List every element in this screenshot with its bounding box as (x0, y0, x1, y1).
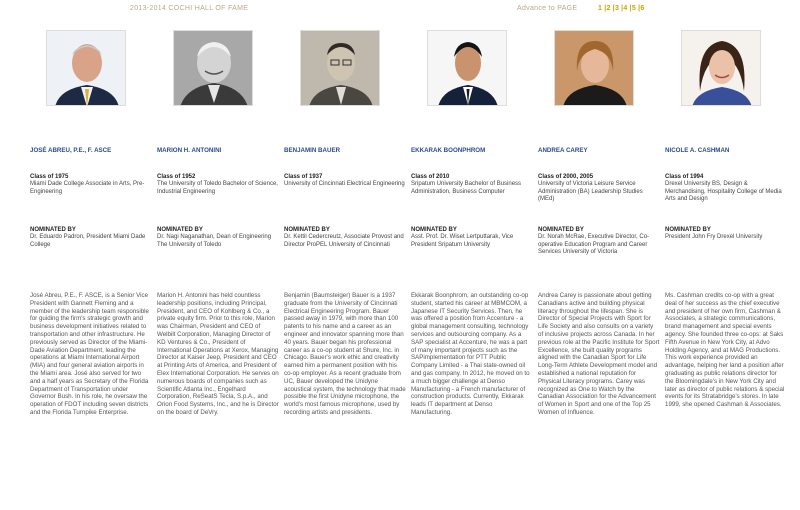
page-link-4[interactable]: 4 (623, 5, 628, 12)
page-link-5[interactable]: 5 (631, 5, 637, 12)
page-links: 1 |2 |3 |4 |5 |6 (598, 5, 645, 12)
page-link-3[interactable]: 3 (614, 5, 620, 12)
nominated-detail: President John Fry Drexel University (665, 234, 763, 241)
class-info (538, 174, 660, 204)
advance-to-page-label: Advance to PAGE (517, 5, 578, 12)
nominated-label: NOMINATED BY (30, 227, 76, 233)
inductee-photo (46, 30, 126, 106)
nominated-detail: Dr. Nagi Naganathan, Dean of Engineering The University of Toledo (157, 234, 272, 248)
inductee-name: JOSÉ ABREU, P.E., F. ASCE (30, 147, 112, 154)
class-info (157, 174, 279, 196)
nominated-label: NOMINATED BY (411, 227, 457, 233)
class-detail: Drexel University BS, Design & Merchandising, Hospitality College of Media Arts and Design (665, 181, 782, 203)
inductee-columns (0, 30, 800, 510)
inductee-column (157, 30, 279, 510)
class-detail: University of Cincinnati Electrical Engineering (284, 181, 405, 188)
top-navigation-bar (0, 5, 800, 19)
class-label: Class of 1937 (284, 174, 323, 180)
class-detail: The University of Toledo Bachelor of Science, Industrial Engineering (157, 181, 278, 195)
nominated-info (665, 227, 787, 242)
inductee-photo (554, 30, 634, 106)
nominated-info (157, 227, 279, 249)
inductee-bio: Ms. Cashman credits co-op with a great deal of her success as the chief executive and president of her own firm, Cashman & Associates, a strategic communications, brand management and special events agency. She founded three co-ops: at Saks Fifth Avenue in New York City, at Advo Holding Agency, and at MAG Productions. This work experience provided an advantage, helping her land a position after graduating as public relations director for the Bloomingdale's in New York City and later as director of public relations & special events for its Stratabridge's stores. In late 1999, she opened Cashman & Associates. (665, 292, 785, 409)
class-info (411, 174, 533, 196)
nominated-label: NOMINATED BY (665, 227, 711, 233)
nominated-label: NOMINATED BY (284, 227, 330, 233)
inductee-photo (173, 30, 253, 106)
portrait-image (174, 31, 253, 106)
inductee-name: ANDREA CAREY (538, 147, 588, 154)
class-detail: Sripatum University Bachelor of Business Administration, Business Computer (411, 181, 522, 195)
nominated-detail: Asst. Prof. Dr. Wiset Lertputtarak, Vice President Sripatum University (411, 234, 514, 248)
class-detail: Miami Dade College Associate in Arts, Pre-Engineering (30, 181, 145, 195)
nominated-info (284, 227, 406, 249)
inductee-column (665, 30, 787, 510)
inductee-name: MARION H. ANTONINI (157, 147, 222, 154)
portrait-image (47, 31, 126, 106)
inductee-bio: Andrea Carey is passionate about getting Canadians active and building physical literacy throughout the lifespan. She is Director of Special Projects with Sport for Life Society and also consults on a variety of inclusive projects across Canada. In her previous role at the Pacific Institute for Sport Excellence, she built quality programs aligned with the Canadian Sport for Life Long-Term Athlete Development model and established a national reputation for Physical Literacy programs. Carey was recognized as One to Watch by the Canadian Association for the Advancement of Women in Sport and one of the Top 25 Women of Influence. (538, 292, 660, 416)
class-info (284, 174, 406, 189)
inductee-column (538, 30, 660, 510)
inductee-name: EKKARAK BOONPHROM (411, 147, 486, 154)
inductee-bio: Benjamin (Baumsteiger) Bauer is a 1937 graduate from the University of Cincinnati Electrical Engineering Program. Bauer passed away in 1979, with more than 100 patents to his name and a career as an engineer and innovator spanning more than 40 years. Bauer began his professional career as a co-op student at Shure, Inc. in Chicago. Bauer's work ethic and creativity earned him a permanent position with his co-op employer. As a recent graduate from UC, Bauer developed the Unidyne acoustical system, the technology that made possible the first Unidyne microphone, the world's most famous microphone, used by recording artists and presidents. (284, 292, 406, 416)
inductee-photo (681, 30, 761, 106)
nominated-info (30, 227, 152, 249)
portrait-image (682, 31, 761, 106)
class-info (30, 174, 152, 196)
portrait-image (428, 31, 507, 106)
inductee-bio: Ekkarak Boonphrom, an outstanding co-op student, started his career at MBMCOM, a Japanese IT Security Services. Then, he was offered a position from Accenture - a global management consulting, technology services and outsourcing company. As a SAP specialist at Accenture, he was a part of many important projects such as the SAPimplementation for PTT Public Company Limited - a Thai state-owned oil and gas company. In 2012, he moved on to a much bigger challenge at Denso Manufacturing - a French manufacturer of construction products. Currently, Ekkarak leads IT department at Denso Manufacturing. (411, 292, 530, 416)
inductee-column (30, 30, 152, 510)
class-info (665, 174, 787, 204)
nominated-detail: Dr. Kettil Cedercreutz, Associate Provost and Director ProPEL University of Cincinnati (284, 234, 404, 248)
page-link-1[interactable]: 1 (598, 5, 603, 12)
nominated-info (411, 227, 533, 249)
site-title: 2013-2014 COCHI HALL OF FAME (130, 5, 249, 12)
class-label: Class of 2000, 2005 (538, 174, 594, 180)
nominated-info (538, 227, 660, 257)
inductee-column (411, 30, 533, 510)
nominated-label: NOMINATED BY (538, 227, 584, 233)
nominated-label: NOMINATED BY (157, 227, 203, 233)
portrait-image (301, 31, 380, 106)
nominated-detail: Dr. Norah McRae, Executive Director, Co-operative Education Program and Career Services University of Victoria (538, 234, 650, 256)
inductee-bio: José Abreu, P.E., F. ASCE, is a Senior Vice President with Gannett Fleming and a member of the leadership team responsible for guiding the firm's strategic growth and business development initiatives related to transportation and other infrastructure. He previously served as Director of the Miami-Dade Aviation Department, leading the operations at Miami International Airport (MIA) and four general aviation airports in the Miami area. José also served for two and a half years as Secretary of the Florida Department of Transportation under Governor Bush. In his role, he oversaw the operation of FDOT including seven districts and the Florida Turnpike Enterprise. (30, 292, 150, 416)
portrait-image (555, 31, 634, 106)
class-label: Class of 1975 (30, 174, 69, 180)
nominated-detail: Dr. Eduardo Padron, President Miami Dade College (30, 234, 146, 248)
inductee-bio: Marion H. Antonini has held countless leadership positions, including Principal, President, and CEO of Kohlberg & Co., a private equity firm. Prior to this role, Marion was Chairman, President and CEO of Welbilt Corporation, Managing Director of KD Ventures & Co., President of International Operations at Xerox, Managing Director at Kaiser Jeep, President and CEO at Printing Arts of America, and President of Elex International Corporation. He serves on numerous boards of companies such as Scientific Atlanta Inc., Engelhard Corporation, ReSeatS Tecla, S.p.A., and Orion Food Systems, Inc., and he is Director on the board of DeVry. (157, 292, 279, 416)
class-label: Class of 1952 (157, 174, 196, 180)
inductee-name: BENJAMIN BAUER (284, 147, 341, 154)
inductee-name: NICOLE A. CASHMAN (665, 147, 730, 154)
inductee-photo (300, 30, 380, 106)
inductee-photo (427, 30, 507, 106)
inductee-column (284, 30, 406, 510)
class-detail: University of Victoria Leisure Service Administration (BA) Leadership Studies (MEd) (538, 181, 643, 203)
page-link-6[interactable]: 6 (640, 5, 645, 12)
page-link-2[interactable]: 2 (606, 5, 611, 12)
class-label: Class of 2010 (411, 174, 450, 180)
class-label: Class of 1994 (665, 174, 704, 180)
